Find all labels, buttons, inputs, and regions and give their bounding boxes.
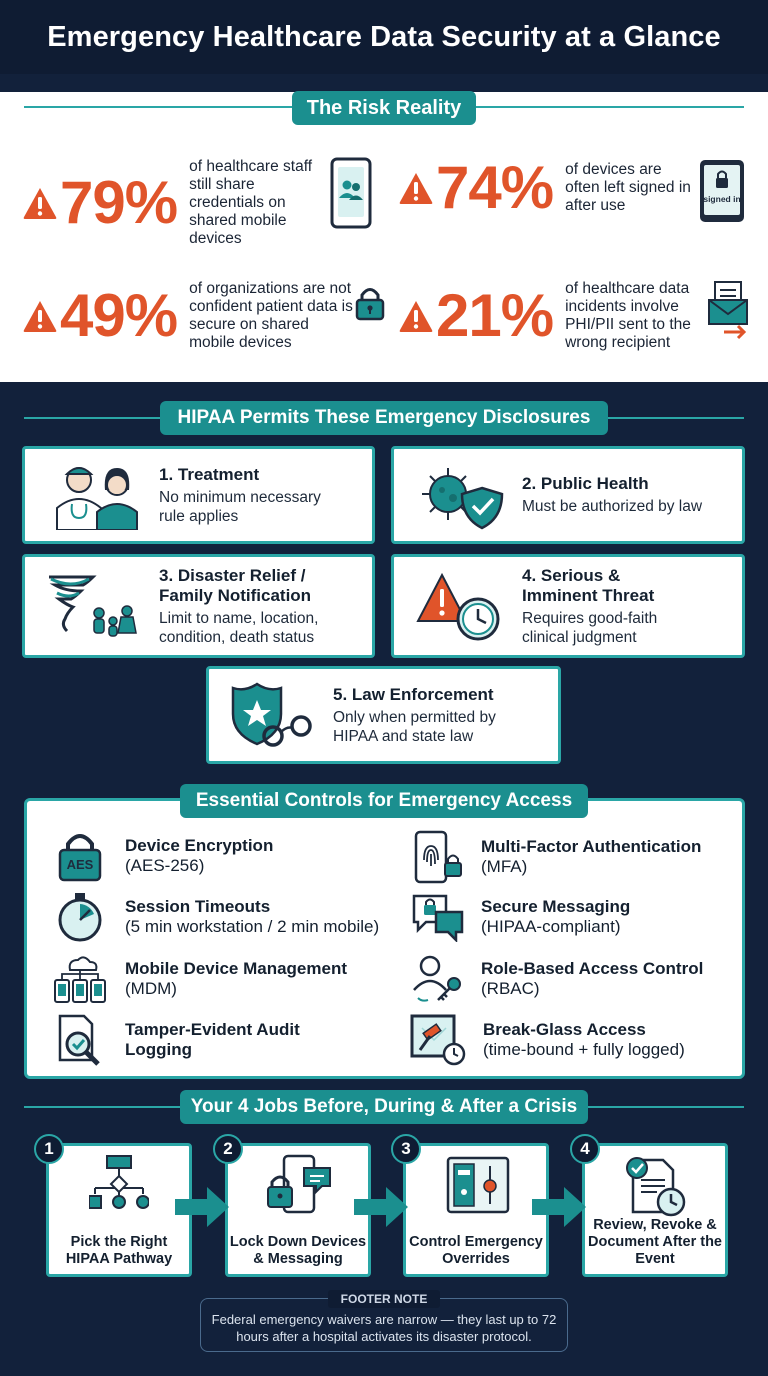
stat-value: 79% — [60, 169, 178, 236]
control-device-encryption — [56, 830, 355, 882]
warning-icon — [22, 186, 58, 220]
signed-in-label: signed in — [703, 194, 741, 204]
stat-74 — [398, 154, 691, 221]
card-desc: Requires good-faith clinical judgment — [522, 609, 658, 646]
control-text: Role-Based Access Control (RBAC) — [481, 959, 704, 998]
card-title: 4. Serious & Imminent Threat — [522, 565, 655, 605]
stat-text: of organizations are not confident patient data is secure on shared mobile devices — [189, 280, 353, 351]
card-title: 3. Disaster Relief / Family Notification — [159, 565, 312, 605]
misdirected-email-icon — [706, 280, 750, 342]
stat-value: 21% — [436, 282, 554, 349]
tornado-family-icon — [45, 571, 145, 641]
warning-icon — [398, 299, 434, 333]
break-glass-icon — [410, 1014, 466, 1066]
control-audit-logging — [56, 1014, 355, 1066]
control-session-timeouts — [56, 892, 405, 942]
risk-heading: The Risk Reality — [292, 91, 476, 125]
hipaa-card-treatment — [22, 446, 375, 544]
virus-shield-icon — [416, 460, 506, 530]
warning-icon — [398, 171, 434, 205]
job-label: Lock Down Devices & Messaging — [229, 1234, 367, 1267]
arrow-right-icon — [175, 1187, 229, 1227]
header-bar — [0, 0, 768, 74]
job-card-1 — [46, 1143, 192, 1277]
job-label: Review, Revoke & Document After the Event — [588, 1217, 722, 1267]
control-mfa — [412, 830, 731, 884]
badge-handcuffs-icon — [227, 680, 317, 750]
hipaa-card-law-enforcement — [206, 666, 561, 764]
stopwatch-icon — [56, 892, 104, 942]
stat-79 — [22, 158, 317, 248]
hipaa-card-imminent-threat — [391, 554, 745, 658]
aes-label: AES — [66, 857, 94, 872]
job-number-3: 3 — [391, 1134, 421, 1164]
control-text: Break-Glass Access (time-bound + fully logged) — [483, 1020, 685, 1059]
stat-value: 49% — [60, 282, 178, 349]
secure-chat-icon — [412, 892, 464, 942]
flowchart-icon — [89, 1154, 149, 1218]
controls-heading: Essential Controls for Emergency Access — [180, 784, 588, 818]
stat-text: of healthcare data incidents involve PHI/PII sent to the wrong recipient — [565, 280, 691, 351]
footer-note-text: Federal emergency waivers are narrow — they last up to 72 hours after a hospital activates its disaster protocol. — [211, 1312, 557, 1344]
card-title: 5. Law Enforcement — [333, 684, 494, 704]
stat-text: of devices are often left signed in after use — [565, 161, 691, 214]
control-mdm — [52, 954, 355, 1004]
job-card-4 — [582, 1143, 728, 1277]
card-desc: Must be authorized by law — [522, 498, 703, 515]
job-card-2 — [225, 1143, 371, 1277]
card-desc: Only when permitted by HIPAA and state law — [333, 708, 496, 745]
control-text: Multi-Factor Authentication (MFA) — [481, 837, 702, 876]
padlock-icon — [354, 285, 386, 321]
control-text: Device Encryption (AES-256) — [125, 836, 274, 875]
job-number-4: 4 — [570, 1134, 600, 1164]
job-number-2: 2 — [213, 1134, 243, 1164]
stat-21 — [398, 280, 707, 352]
locked-device-icon — [264, 1154, 334, 1220]
cloud-devices-icon — [52, 954, 108, 1004]
card-title: 2. Public Health — [522, 474, 649, 493]
card-title: 1. Treatment — [159, 464, 260, 484]
control-secure-messaging — [412, 892, 731, 942]
control-text: Session Timeouts (5 min workstation / 2 min mobile) — [125, 897, 380, 936]
control-break-glass — [410, 1014, 743, 1066]
warning-icon — [22, 299, 58, 333]
card-desc: Limit to name, location, condition, death status — [159, 609, 319, 646]
hipaa-card-public-health — [391, 446, 745, 544]
job-number-1: 1 — [34, 1134, 64, 1164]
arrow-right-icon — [532, 1187, 586, 1227]
aes-lock-icon — [56, 830, 104, 882]
control-text: Secure Messaging (HIPAA-compliant) — [481, 897, 631, 936]
fingerprint-phone-icon — [412, 830, 464, 884]
control-rbac — [412, 954, 731, 1004]
shared-phone-icon — [330, 157, 372, 229]
arrow-right-icon — [354, 1187, 408, 1227]
job-card-3 — [403, 1143, 549, 1277]
control-text: Mobile Device Management (MDM) — [125, 959, 348, 998]
jobs-heading: Your 4 Jobs Before, During & After a Crisis — [180, 1090, 588, 1124]
user-key-icon — [412, 954, 464, 1004]
control-text: Tamper-Evident Audit Logging — [125, 1020, 300, 1059]
hipaa-card-disaster-relief — [22, 554, 375, 658]
document-review-icon — [623, 1154, 689, 1220]
stat-text: of healthcare staff still share credentials on shared mobile devices — [189, 158, 313, 247]
card-desc: No minimum necessary rule applies — [159, 488, 321, 525]
page-title: Emergency Healthcare Data Security at a Glance — [47, 20, 721, 53]
footer-note-label: FOOTER NOTE — [328, 1290, 440, 1308]
hipaa-heading: HIPAA Permits These Emergency Disclosures — [160, 401, 608, 435]
clinicians-icon — [45, 460, 145, 530]
signed-in-tablet-icon — [698, 158, 746, 224]
stat-value: 74% — [436, 154, 554, 221]
override-switch-icon — [446, 1156, 510, 1216]
warning-clock-icon — [416, 571, 506, 641]
job-label: Control Emergency Overrides — [409, 1234, 543, 1267]
job-label: Pick the Right HIPAA Pathway — [65, 1234, 173, 1267]
audit-magnifier-icon — [56, 1014, 104, 1066]
stat-49 — [22, 280, 357, 352]
